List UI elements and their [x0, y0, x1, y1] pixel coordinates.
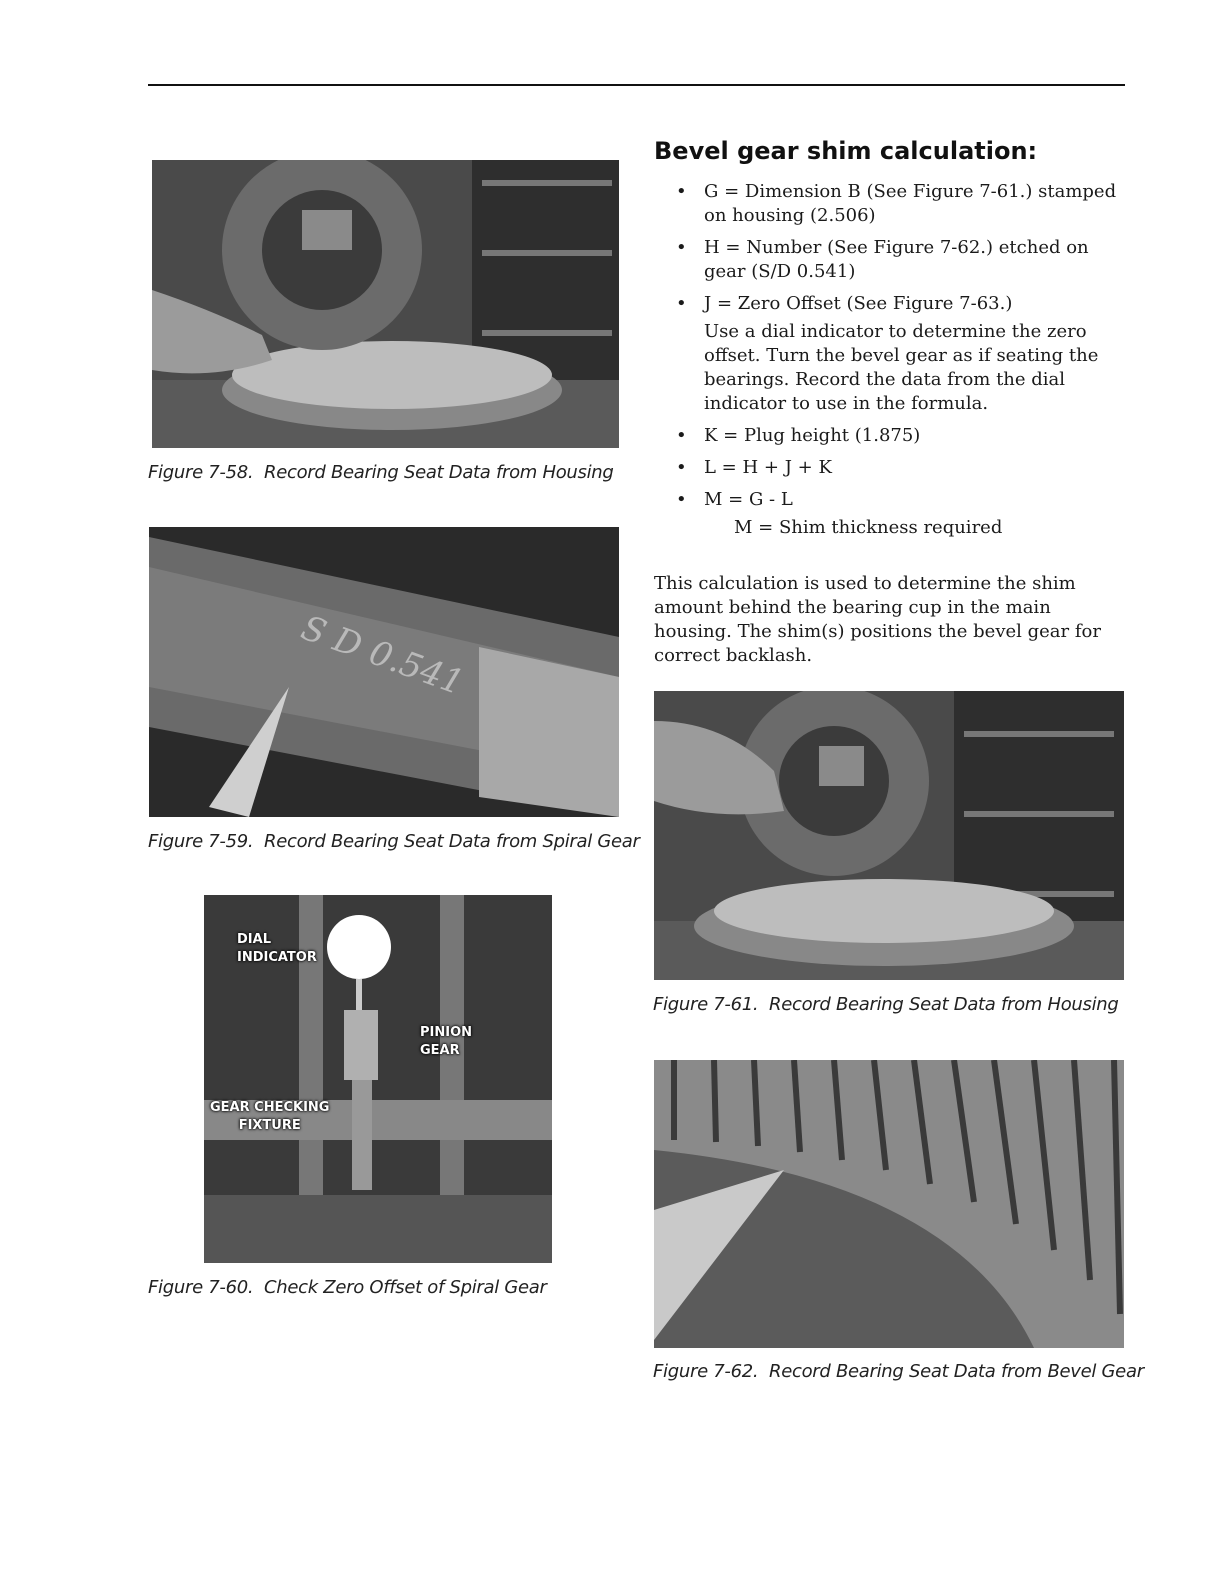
list-item: • H = Number (See Figure 7-62.) etched on gear (S/D 0.541)	[676, 237, 1089, 282]
list-item: • J = Zero Offset (See Figure 7-63.)	[676, 293, 1013, 314]
gear-checking-fixture-label	[210, 1099, 329, 1135]
figure-caption-text: Check Zero Offset of Spiral Gear	[264, 1277, 547, 1298]
figure-number: Figure 7-62.	[653, 1361, 759, 1382]
figure-7-60-caption	[148, 1277, 547, 1298]
label-line: INDICATOR	[237, 950, 317, 965]
figure-number: Figure 7-58.	[148, 462, 254, 483]
shim-note: M = Shim thickness required	[734, 517, 1003, 538]
figure-caption-text: Record Bearing Seat Data from Spiral Gear	[264, 831, 640, 852]
list-item: • M = G - L	[676, 489, 793, 510]
label-line: GEAR	[420, 1043, 460, 1058]
list-item: • G = Dimension B (See Figure 7-61.) stamped on housing (2.506)	[676, 181, 1117, 226]
figure-7-58-caption	[148, 462, 614, 483]
formula-list	[676, 180, 1126, 540]
list-item-text: L = H + J + K	[704, 457, 832, 478]
header-rule	[148, 84, 1125, 86]
list-item-text: J = Zero Offset (See Figure 7-63.)	[704, 293, 1013, 314]
calculation-paragraph: This calculation is used to determine the shim amount behind the bearing cup in the main housing. The shim(s) positions the bevel gear for correct backlash.	[654, 573, 1101, 666]
figure-7-59-caption	[148, 831, 640, 852]
label-line: PINION	[420, 1025, 473, 1040]
list-item-text: K = Plug height (1.875)	[704, 425, 921, 446]
label-line: FIXTURE	[238, 1118, 301, 1133]
list-item-text: G = Dimension B (See Figure 7-61.) stamped on housing (2.506)	[704, 181, 1117, 226]
svg-text:S D 0.541: S D 0.541	[295, 607, 469, 704]
figure-7-61-caption	[653, 994, 1119, 1015]
list-item-text: M = G - L	[704, 489, 793, 510]
section-heading: Bevel gear shim calculation:	[654, 137, 1038, 165]
figure-caption-text: Record Bearing Seat Data from Housing	[264, 462, 614, 483]
figure-7-59-photo	[149, 527, 619, 817]
list-item: • L = H + J + K	[676, 457, 832, 478]
dial-indicator-label	[237, 931, 317, 967]
label-line: DIAL	[237, 932, 271, 947]
figure-caption-text: Record Bearing Seat Data from Housing	[769, 994, 1119, 1015]
pinion-gear-label	[420, 1024, 472, 1060]
list-item-text: H = Number (See Figure 7-62.) etched on gear (S/D 0.541)	[704, 237, 1089, 282]
label-line: GEAR CHECKING	[210, 1100, 330, 1115]
list-item: • K = Plug height (1.875)	[676, 425, 921, 446]
figure-7-58-photo	[152, 160, 619, 448]
zero-offset-note: Use a dial indicator to determine the zero offset. Turn the bevel gear as if seating the bearings. Record the data from the dial indicator to use in the formula.	[704, 321, 1099, 414]
figure-7-61-photo	[654, 691, 1124, 980]
figure-number: Figure 7-59.	[148, 831, 254, 852]
figure-7-62-photo	[654, 1060, 1124, 1348]
figure-number: Figure 7-61.	[653, 994, 759, 1015]
figure-7-62-caption	[653, 1361, 1144, 1382]
figure-number: Figure 7-60.	[148, 1277, 254, 1298]
figure-caption-text: Record Bearing Seat Data from Bevel Gear	[769, 1361, 1144, 1382]
